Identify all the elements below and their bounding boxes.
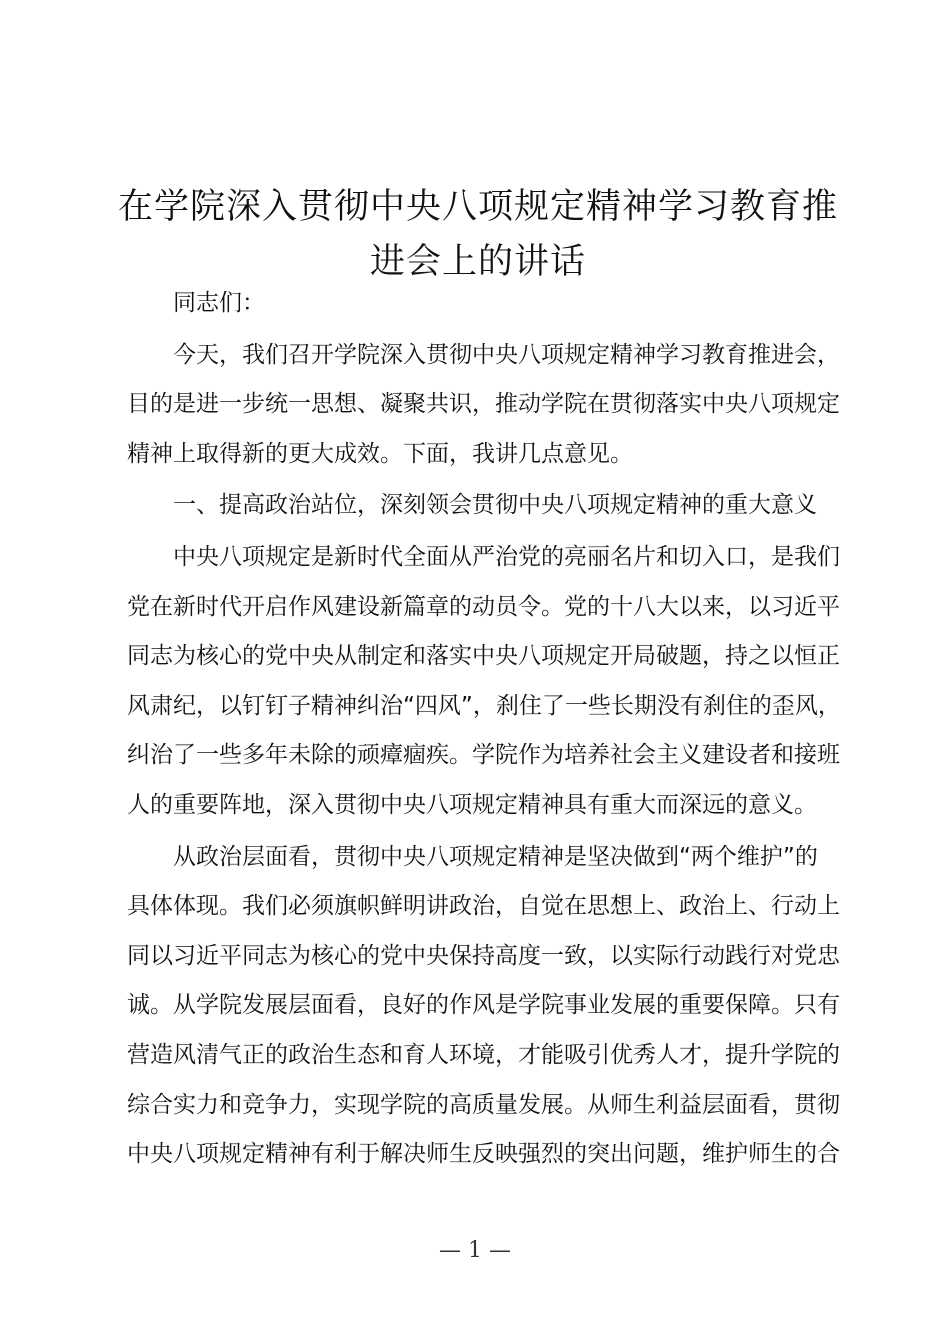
page-number: — 1 — — [439, 1238, 511, 1263]
document-title — [118, 180, 838, 290]
paragraph-1 — [127, 331, 840, 480]
paragraph-2 — [127, 533, 841, 831]
paragraph-line: 营造风清气正的政治生态和育人环境，才能吸引优秀人才，提升学院的 — [127, 1041, 840, 1068]
paragraph-line: 人的重要阵地，深入贯彻中央八项规定精神具有重大而深远的意义。 — [127, 791, 817, 818]
paragraph-line: 精神上取得新的更大成效。下面，我讲几点意见。 — [127, 440, 633, 467]
salutation: 同志们： — [173, 290, 265, 316]
document-body — [127, 279, 841, 1180]
title-line-1: 在学院深入贯彻中央八项规定精神学习教育推 — [118, 187, 839, 227]
paragraph-line: 诚。从学院发展层面看，良好的作风是学院事业发展的重要保障。只有 — [127, 992, 840, 1019]
paragraph-line: 今天，我们召开学院深入贯彻中央八项规定精神学习教育推进会， — [173, 341, 840, 368]
paragraph-line: 同志为核心的党中央从制定和落实中央八项规定开局破题，持之以恒正 — [127, 643, 840, 670]
paragraph-3 — [127, 833, 840, 1180]
paragraph-line: 同以习近平同志为核心的党中央保持高度一致，以实际行动践行对党忠 — [127, 942, 840, 969]
paragraph-line: 具体体现。我们必须旗帜鲜明讲政治，自觉在思想上、政治上、行动上 — [127, 893, 840, 920]
paragraph-line: 风肃纪，以钉钉子精神纠治“四风”，刹住了一些长期没有刹住的歪风， — [127, 692, 841, 719]
section-heading: 一、提高政治站位，深刻领会贯彻中央八项规定精神的重大意义 — [173, 492, 817, 519]
paragraph-line: 中央八项规定精神有利于解决师生反映强烈的突出问题，维护师生的合 — [127, 1141, 840, 1168]
paragraph-line: 从政治层面看，贯彻中央八项规定精神是坚决做到“两个维护”的 — [173, 843, 818, 870]
paragraph-line: 目的是进一步统一思想、凝聚共识，推动学院在贯彻落实中央八项规定 — [127, 391, 840, 418]
paragraph-line: 纠治了一些多年未除的顽瘴痼疾。学院作为培养社会主义建设者和接班 — [127, 742, 840, 769]
paragraph-line: 综合实力和竞争力，实现学院的高质量发展。从师生利益层面看，贯彻 — [127, 1091, 840, 1118]
paragraph-line: 中央八项规定是新时代全面从严治党的亮丽名片和切入口，是我们 — [173, 543, 840, 570]
paragraph-line: 党在新时代开启作风建设新篇章的动员令。党的十八大以来，以习近平 — [127, 593, 840, 620]
title-line-2: 进会上的讲话 — [369, 242, 586, 282]
